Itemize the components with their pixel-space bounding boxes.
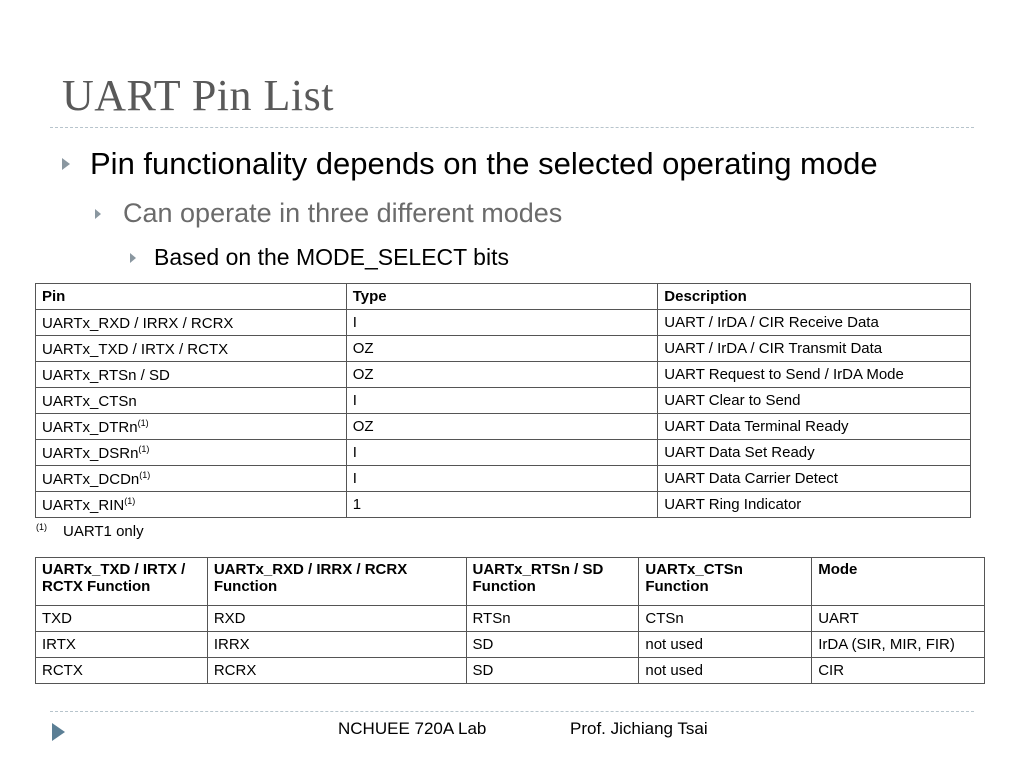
column-header-txd-function: UARTx_TXD / IRTX / RCTX Function [36,558,208,606]
table-row [36,606,985,632]
table-cell: TXD [36,606,208,632]
slide-title: UART Pin List [62,71,334,120]
pin-cell: UARTx_RXD / IRRX / RCRX [36,310,347,336]
table-row [36,362,971,388]
type-cell: OZ [346,414,658,440]
footnote-mark: (1) [36,522,47,532]
pin-cell: UARTx_RIN$^{(1)}$ [36,492,347,518]
type-cell: 1 [346,492,658,518]
table-cell: not used [639,632,812,658]
bullet-text: Based on the MODE_SELECT bits [154,244,509,270]
type-cell: I [346,466,658,492]
table-cell: RCTX [36,658,208,684]
footer-professor: Prof. Jichiang Tsai [570,719,708,738]
description-cell: UART Request to Send / IrDA Mode [658,362,971,388]
title-divider [50,127,974,128]
pin-table-header-row [36,284,971,310]
column-header-pin: Pin [36,284,347,310]
bullet-level-1 [62,146,878,182]
description-cell: UART / IrDA / CIR Receive Data [658,310,971,336]
bullet-arrow-icon [62,158,70,170]
table-row [36,492,971,518]
bullet-arrow-icon [130,253,136,263]
column-header-mode: Mode [812,558,985,606]
table-row [36,388,971,414]
description-cell: UART Clear to Send [658,388,971,414]
column-header-ctsn-function: UARTx_CTSn Function [639,558,812,606]
pin-table [35,283,971,518]
pin-cell: UARTx_TXD / IRTX / RCTX [36,336,347,362]
footnote-text: UART1 only [63,523,144,540]
table-cell: RTSn [466,606,639,632]
table-row [36,658,985,684]
pin-cell: UARTx_DTRn$^{(1)}$ [36,414,347,440]
table-cell: IRRX [207,632,466,658]
column-header-description: Description [658,284,971,310]
table-row [36,414,971,440]
pin-cell: UARTx_RTSn / SD [36,362,347,388]
type-cell: OZ [346,362,658,388]
table-row [36,310,971,336]
footer-divider [50,711,974,712]
description-cell: UART Ring Indicator [658,492,971,518]
type-cell: OZ [346,336,658,362]
type-cell: I [346,388,658,414]
table-cell: RCRX [207,658,466,684]
table-cell: CTSn [639,606,812,632]
bullet-text: Can operate in three different modes [123,198,563,228]
mode-table-header-row [36,558,985,606]
bullet-level-2 [95,198,562,229]
column-header-rxd-function: UARTx_RXD / IRRX / RCRX Function [207,558,466,606]
description-cell: UART Data Set Ready [658,440,971,466]
table-cell: RXD [207,606,466,632]
table-cell: IrDA (SIR, MIR, FIR) [812,632,985,658]
pin-cell: UARTx_CTSn [36,388,347,414]
table-cell: SD [466,632,639,658]
description-cell: UART / IrDA / CIR Transmit Data [658,336,971,362]
type-cell: I [346,440,658,466]
table-row [36,632,985,658]
next-arrow-icon [52,723,65,741]
bullet-text: Pin functionality depends on the selected operating mode [90,146,878,181]
table-cell: not used [639,658,812,684]
table-cell: IRTX [36,632,208,658]
pin-cell: UARTx_DCDn$^{(1)}$ [36,466,347,492]
table-row [36,440,971,466]
column-header-type: Type [346,284,658,310]
bullet-arrow-icon [95,209,101,219]
table-footnote [36,522,144,540]
table-cell: CIR [812,658,985,684]
description-cell: UART Data Carrier Detect [658,466,971,492]
table-row [36,336,971,362]
table-cell: UART [812,606,985,632]
table-row [36,466,971,492]
mode-table [35,557,985,684]
column-header-rtsn-function: UARTx_RTSn / SD Function [466,558,639,606]
type-cell: I [346,310,658,336]
pin-cell: UARTx_DSRn$^{(1)}$ [36,440,347,466]
table-cell: SD [466,658,639,684]
footer-lab: NCHUEE 720A Lab [338,719,487,738]
description-cell: UART Data Terminal Ready [658,414,971,440]
bullet-level-3 [130,244,509,271]
